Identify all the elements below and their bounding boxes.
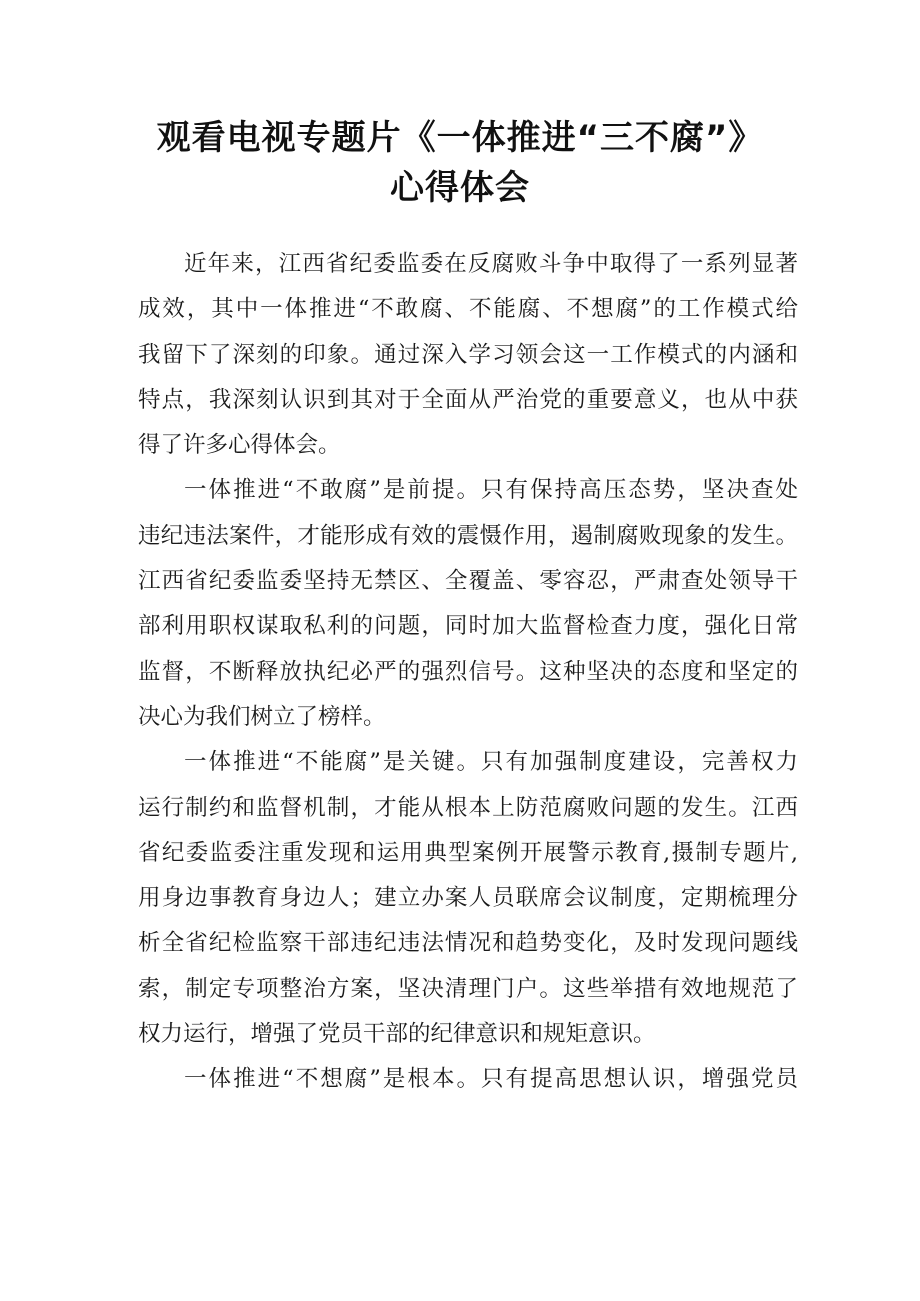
body-line: 得了许多心得体会。 (138, 432, 341, 459)
body-line: 违纪违法案件，才能形成有效的震慑作用，遏制腐败现象的发生。 (138, 522, 798, 549)
body-line: 江西省纪委监委坚持无禁区、全覆盖、零容忍，严肃查处领导干 (138, 568, 798, 595)
body-line: 用身边事教育身边人；建立办案人员联席会议制度，定期梳理分 (138, 885, 798, 912)
body-line: 部利用职权谋取私利的问题，同时加大监督检查力度，强化日常 (138, 613, 798, 640)
body-line: 我留下了深刻的印象。通过深入学习领会这一工作模式的内涵和 (138, 341, 798, 368)
body-line: 成效，其中一体推进“不敢腐、不能腐、不想腐”的工作模式给 (138, 296, 798, 323)
body-line: 权力运行，增强了党员干部的纪律意识和规矩意识。 (138, 1021, 656, 1048)
body-line: 一体推进“不能腐”是关键。只有加强制度建设，完善权力 (184, 749, 798, 776)
body-line: 一体推进“不敢腐”是前提。只有保持高压态势，坚决查处 (184, 477, 798, 504)
document-title-line-2: 心得体会 (390, 168, 530, 208)
document-body (138, 242, 798, 1103)
body-line: 特点，我深刻认识到其对于全面从严治党的重要意义，也从中获 (138, 386, 798, 413)
body-line: 一体推进“不想腐”是根本。只有提高思想认识，增强党员 (184, 1066, 798, 1093)
body-line: 运行制约和监督机制，才能从根本上防范腐败问题的发生。江西 (138, 794, 798, 821)
body-line: 省纪委监委注重发现和运用典型案例开展警示教育,摄制专题片, (138, 839, 798, 866)
body-line: 决心为我们树立了榜样。 (138, 703, 386, 730)
body-line: 索，制定专项整治方案，坚决清理门户。这些举措有效地规范了 (138, 975, 798, 1002)
document-title-line-1: 观看电视专题片《一体推进“三不腐”》 (156, 118, 764, 158)
body-line: 监督，不断释放执纪必严的强烈信号。这种坚决的态度和坚定的 (138, 658, 798, 685)
body-line: 析全省纪检监察干部违纪违法情况和趋势变化，及时发现问题线 (138, 930, 798, 957)
body-line: 近年来，江西省纪委监委在反腐败斗争中取得了一系列显著 (184, 251, 798, 277)
